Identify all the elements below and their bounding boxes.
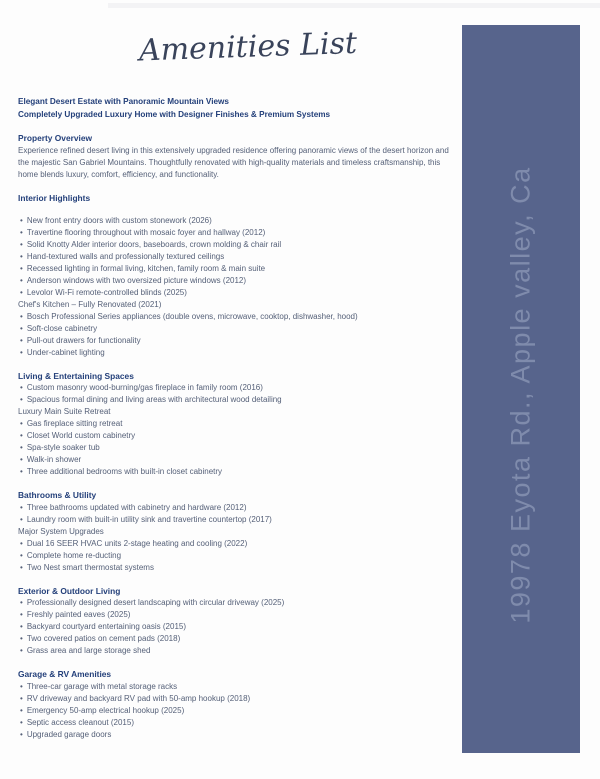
bullet-item [18, 263, 460, 275]
item-text: Professionally designed desert landscaping with circular driveway (2025) [26, 598, 285, 608]
bullet-item [18, 394, 460, 406]
section-interior-highlights [18, 192, 460, 359]
bullet-item [18, 418, 460, 430]
item-text: Backyard courtyard entertaining oasis (2015) [26, 622, 187, 632]
bullet-icon: • [20, 323, 23, 333]
bullet-icon: • [20, 550, 23, 560]
section-heading: Bathrooms & Utility [18, 490, 97, 501]
item-text: Pull-out drawers for functionality [26, 335, 141, 345]
section-paragraph: Experience refined desert living in this extensively upgraded residence offering panoramic views of the desert horizon and the majestic San Gabriel Mountains. Thoughtfully renovated with high-quality materials and timeless craftsmanship, this home blends luxury, comfort, efficiency, and functionality. [18, 145, 449, 179]
bullet-item [18, 550, 460, 562]
bullet-icon: • [20, 514, 23, 524]
section-living-entertaining-spaces [18, 370, 460, 479]
section-heading: Garage & RV Amenities [18, 669, 112, 680]
item-text: Dual 16 SEER HVAC units 2-stage heating and cooling (2022) [26, 538, 248, 548]
bullet-item [18, 705, 460, 717]
item-text: Soft-close cabinetry [26, 323, 98, 333]
sub-heading-line [18, 406, 460, 418]
bullet-icon: • [20, 562, 23, 572]
item-text: Complete home re-ducting [26, 550, 122, 560]
bullet-item [18, 514, 460, 526]
bullet-item [18, 215, 460, 227]
intro-block [18, 96, 460, 121]
bullet-item [18, 562, 460, 574]
section-garage-rv-amenities [18, 668, 460, 741]
property-address-vertical-text: 19978 Eyota Rd., Apple valley, Ca [505, 166, 536, 624]
bullet-icon: • [20, 443, 23, 453]
item-text: Three additional bedrooms with built-in closet cabinetry [26, 467, 223, 477]
item-text: Under-cabinet lighting [26, 347, 105, 357]
bullet-icon: • [20, 598, 23, 608]
bullet-icon: • [20, 239, 23, 249]
item-text: Major System Upgrades [18, 526, 104, 536]
item-text: New front entry doors with custom stonework (2026) [26, 215, 212, 225]
bullet-icon: • [20, 311, 23, 321]
item-text: Solid Knotty Alder interior doors, baseboards, crown molding & chair rail [26, 239, 282, 249]
item-text: Hand-textured walls and professionally textured ceilings [26, 251, 225, 261]
item-text: Recessed lighting in formal living, kitchen, family room & main suite [26, 263, 266, 273]
bullet-icon: • [20, 610, 23, 620]
section-heading: Property Overview [18, 133, 93, 143]
bullet-item [18, 239, 460, 251]
item-text: Walk-in shower [26, 455, 82, 465]
item-text: Three bathrooms updated with cabinetry and hardware (2012) [26, 502, 247, 512]
section-exterior-outdoor-living [18, 585, 460, 658]
bullet-icon: • [20, 729, 23, 739]
bullet-item [18, 538, 460, 550]
item-text: Emergency 50-amp electrical hookup (2025) [26, 705, 185, 715]
item-text: Anderson windows with two oversized picture windows (2012) [26, 275, 247, 285]
item-text: Chef's Kitchen – Fully Renovated (2021) [18, 299, 162, 309]
bullet-icon: • [20, 717, 23, 727]
bullet-item [18, 382, 460, 394]
address-banner [462, 25, 580, 753]
item-text: Bosch Professional Series appliances (double ovens, microwave, cooktop, dishwasher, hood) [26, 311, 358, 321]
bullet-icon: • [20, 419, 23, 429]
bullet-item [18, 227, 460, 239]
bullet-item [18, 287, 460, 299]
bullet-icon: • [20, 251, 23, 261]
sub-heading-line [18, 526, 460, 538]
bullet-item [18, 729, 460, 741]
bullet-icon: • [20, 263, 23, 273]
bullet-icon: • [20, 502, 23, 512]
item-text: Septic access cleanout (2015) [26, 717, 134, 727]
bullet-item [18, 251, 460, 263]
intro-line-2: Completely Upgraded Luxury Home with Designer Finishes & Premium Systems [18, 109, 331, 119]
bullet-item [18, 323, 460, 335]
bullet-icon: • [20, 347, 23, 357]
bullet-icon: • [20, 622, 23, 632]
bullet-icon: • [20, 646, 23, 656]
section-heading: Exterior & Outdoor Living [18, 585, 121, 596]
bullet-icon: • [20, 467, 23, 477]
bullet-icon: • [20, 215, 23, 225]
content-area [18, 0, 460, 741]
bullet-item [18, 347, 460, 359]
item-text: Freshly painted eaves (2025) [26, 610, 131, 620]
item-text: Two covered patios on cement pads (2018) [26, 634, 181, 644]
bullet-icon: • [20, 634, 23, 644]
bullet-item [18, 621, 460, 633]
item-text: Upgraded garage doors [26, 729, 112, 739]
bullet-item [18, 502, 460, 514]
bullet-item [18, 717, 460, 729]
bullet-icon: • [20, 693, 23, 703]
item-text: Grass area and large storage shed [26, 646, 151, 656]
section-heading: Living & Entertaining Spaces [18, 370, 134, 381]
bullet-item [18, 311, 460, 323]
section-bathrooms-utility [18, 489, 460, 574]
bullet-item [18, 275, 460, 287]
item-text: Custom masonry wood-burning/gas fireplace in family room (2016) [26, 383, 263, 393]
bullet-item [18, 430, 460, 442]
bullet-icon: • [20, 538, 23, 548]
bullet-item [18, 609, 460, 621]
sections-container [18, 132, 460, 741]
bullet-icon: • [20, 431, 23, 441]
intro-line-1: Elegant Desert Estate with Panoramic Mountain Views [18, 97, 229, 106]
bullet-icon: • [20, 335, 23, 345]
item-text: Three-car garage with metal storage racks [26, 681, 178, 691]
bullet-item [18, 466, 460, 478]
item-text: Levolor Wi-Fi remote-controlled blinds (2025) [26, 287, 187, 297]
bullet-item [18, 645, 460, 657]
bullet-icon: • [20, 287, 23, 297]
bullet-icon: • [20, 383, 23, 393]
page-title: Amenities List [138, 25, 358, 69]
section-property-overview [18, 132, 460, 181]
item-text: Spacious formal dining and living areas with architectural wood detailing [26, 395, 282, 405]
item-text: Luxury Main Suite Retreat [18, 407, 111, 417]
item-text: RV driveway and backyard RV pad with 50-amp hookup (2018) [26, 693, 251, 703]
bullet-icon: • [20, 681, 23, 691]
item-text: Laundry room with built-in utility sink and travertine countertop (2017) [26, 514, 272, 524]
item-text: Travertine flooring throughout with mosaic foyer and hallway (2012) [26, 227, 266, 237]
bullet-item [18, 597, 460, 609]
item-text: Spa-style soaker tub [26, 443, 100, 453]
bullet-item [18, 442, 460, 454]
bullet-icon: • [20, 395, 23, 405]
section-heading: Interior Highlights [18, 193, 91, 204]
bullet-icon: • [20, 455, 23, 465]
item-text: Closet World custom cabinetry [26, 431, 136, 441]
bullet-item [18, 681, 460, 693]
item-text: Two Nest smart thermostat systems [26, 562, 154, 572]
bullet-icon: • [20, 227, 23, 237]
bullet-item [18, 633, 460, 645]
bullet-item [18, 693, 460, 705]
item-text: Gas fireplace sitting retreat [26, 419, 123, 429]
bullet-icon: • [20, 705, 23, 715]
sub-heading-line [18, 299, 460, 311]
bullet-icon: • [20, 275, 23, 285]
bullet-item [18, 335, 460, 347]
bullet-item [18, 454, 460, 466]
